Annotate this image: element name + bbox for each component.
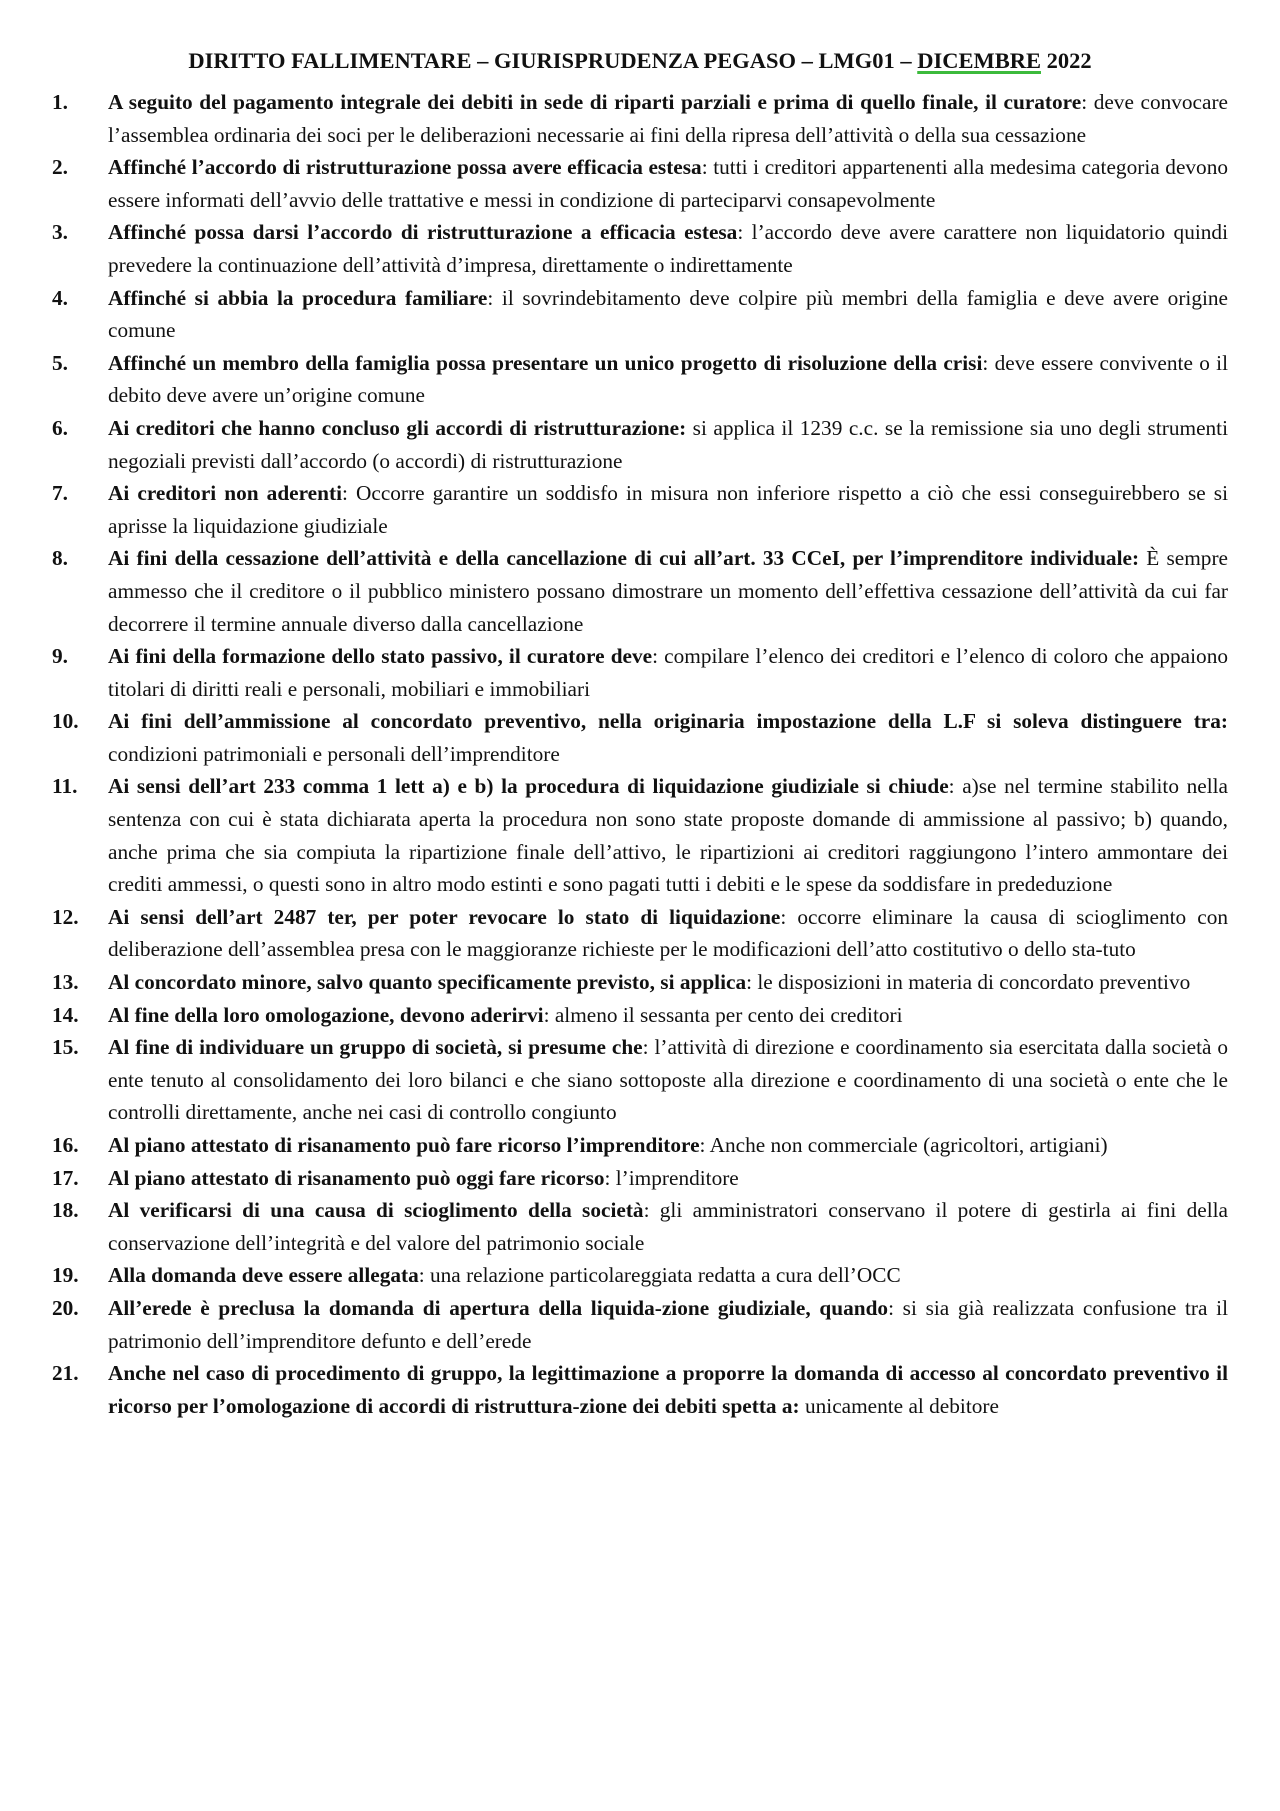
item-question: Ai fini della cessazione dell’attività e della cancellazione di cui all’art. 33 CCeI, per l’imprenditore individuale: [108,546,1140,571]
item-answer: : una relazione particolareggiata redatta a cura dell’OCC [418,1263,901,1288]
item-question: Alla domanda deve essere allegata [108,1263,419,1288]
item-answer: È sempre ammesso che il creditore o il pubblico ministero possano dimostrare un momento dell’effettiva cessazione dell’attività da cui far decorrere il termine annuale diverso dalla cancellazione [108,546,1228,636]
item-answer: : tutti i creditori appartenenti alla medesima categoria devono essere informati dell’avvio delle trattative e messi in condizione di parteciparvi consapevolmente [108,155,1228,212]
item-text [108,999,1228,1032]
list-item [52,477,1228,542]
item-text [108,216,1228,281]
item-answer: unicamente al debitore [799,1393,999,1418]
item-text [108,1357,1228,1422]
list-item [52,1194,1228,1259]
list-item [52,770,1228,900]
item-question: Al piano attestato di risanamento può oggi fare ricorso [108,1165,605,1190]
list-item [52,999,1228,1032]
item-question: Al piano attestato di risanamento può fare ricorso l’imprenditore [108,1133,700,1157]
item-number: 9. [52,644,68,669]
item-answer: : Anche non commerciale (agricoltori, artigiani) [699,1133,1108,1157]
item-text [108,542,1228,640]
list-item [52,216,1228,281]
item-answer: : Occorre garantire un soddisfo in misura non inferiore rispetto a ciò che essi conseguirebbero se si aprisse la liquidazione giudiziale [108,481,1228,538]
item-answer: : occorre eliminare la causa di scioglimento con deliberazione dell’assemblea presa con le maggioranze richieste per le modificazioni dell’atto costitutivo o dello sta-tuto [108,904,1228,962]
item-question: Affinché l’accordo di ristrutturazione possa avere efficacia estesa [108,155,702,180]
item-question: Ai fini dell’ammissione al concordato preventivo, nella originaria impostazione della L.F si soleva distinguere tra: [108,709,1228,734]
item-answer: si applica il 1239 c.c. se la remissione sia uno degli strumenti negoziali previsti dall’accordo (o accordi) di ristrutturazione [108,415,1229,473]
item-question: Ai sensi dell’art 233 comma 1 lett a) e b) la procedura di liquidazione giudiziale si chiude [108,774,949,799]
item-answer: : gli amministratori conservano il potere di gestirla ai fini della conservazione dell’integrità e del valore del patrimonio sociale [108,1198,1228,1255]
item-number: 16. [52,1133,79,1157]
item-number: 10. [52,709,79,734]
item-number: 17. [52,1165,79,1190]
item-number: 15. [52,1035,79,1060]
item-answer: : le disposizioni in materia di concordato preventivo [746,970,1191,995]
item-number: 6. [52,415,68,440]
item-number: 20. [52,1295,79,1320]
item-question: Affinché un membro della famiglia possa presentare un unico progetto di risoluzione della crisi [108,350,983,375]
item-answer: condizioni patrimoniali e personali dell’imprenditore [108,741,560,766]
item-number: 8. [52,546,68,571]
item-text [108,282,1228,347]
list-item [52,640,1228,705]
item-answer: : si sia già realizzata confusione tra il patrimonio dell’imprenditore defunto e dell’erede [108,1295,1228,1353]
item-answer: : l’attività di direzione e coordinamento sia esercitata dalla società o ente tenuto al consolidamento dei loro bilanci e che siano sottoposte alla direzione e coordinamento di una società o ente che le controlli direttamente, anche nei casi di controllo congiunto [108,1035,1228,1125]
item-answer: : a)se nel termine stabilito nella sentenza con cui è stata dichiarata aperta la procedura non sono state proposte domande di ammissione al passivo; b) quando, anche prima che sia compiuta la ripartizione finale dell’attivo, le ripartizioni ai creditori raggiungono l’intero ammontare dei crediti ammessi, o questi sono in altro modo estinti e sono pagati tutti i debiti e le spese da soddisfare in prededuzione [108,774,1228,897]
item-number: 5. [52,350,68,375]
item-number: 18. [52,1198,79,1223]
item-question: Ai fini della formazione dello stato passivo, il curatore deve [108,644,653,669]
list-item [52,1259,1228,1292]
list-item [52,1357,1228,1422]
item-question: Anche nel caso di procedimento di gruppo, la legittimazione a proporre la domanda di accesso al concordato preventivo il ricorso per l’omologazione di accordi di ristruttura-zione dei debiti spetta a: [108,1361,1228,1418]
item-answer: : deve convocare l’assemblea ordinaria dei soci per le deliberazioni necessarie ai fini della ripresa dell’attività o della sua cessazione [108,90,1229,147]
item-text [108,966,1228,999]
qa-list [52,86,1228,1422]
item-question: Affinché si abbia la procedura familiare [108,285,488,310]
item-text [108,1194,1228,1259]
title-highlight: DICEMBRE [917,48,1041,73]
list-item [52,1129,1228,1162]
item-question: Affinché possa darsi l’accordo di ristrutturazione a efficacia estesa [108,220,738,245]
item-text [108,640,1228,705]
item-text [108,1292,1228,1357]
item-text [108,770,1228,900]
list-item [52,412,1228,477]
item-text [108,347,1228,412]
item-number: 11. [52,774,78,799]
item-number: 7. [52,481,68,506]
item-number: 2. [52,155,68,180]
item-answer: : l’accordo deve avere carattere non liquidatorio quindi prevedere la continuazione dell’attività d’impresa, direttamente o indirettamente [108,220,1228,277]
title-prefix: DIRITTO FALLIMENTARE – GIURISPRUDENZA PEGASO – LMG01 – [188,48,918,73]
item-question: A seguito del pagamento integrale dei debiti in sede di riparti parziali e prima di quello finale, il curatore [108,90,1082,114]
list-item [52,542,1228,640]
list-item [52,966,1228,999]
item-question: Al concordato minore, salvo quanto specificamente previsto, si applica [108,970,747,995]
item-number: 1. [52,90,68,114]
item-answer: : deve essere convivente o il debito deve avere un’origine comune [108,350,1229,408]
item-number: 13. [52,970,79,995]
item-number: 19. [52,1263,79,1288]
item-answer: : l’imprenditore [604,1165,739,1190]
list-item [52,1031,1228,1129]
item-text [108,151,1228,216]
item-text [108,1129,1228,1162]
list-item [52,1292,1228,1357]
document-title [52,46,1228,76]
list-item [52,282,1228,347]
item-answer: : il sovrindebitamento deve colpire più membri della famiglia e deve avere origine comune [108,285,1228,343]
item-question: Al fine di individuare un gruppo di società, si presume che [108,1035,643,1060]
item-answer: : almeno il sessanta per cento dei creditori [543,1002,903,1027]
list-item [52,86,1228,151]
item-question: Ai creditori che hanno concluso gli accordi di ristrutturazione: [108,415,687,440]
item-number: 21. [52,1361,79,1386]
list-item [52,1162,1228,1195]
item-question: Al fine della loro omologazione, devono aderirvi [108,1002,544,1027]
item-text [108,1259,1228,1292]
list-item [52,705,1228,770]
list-item [52,347,1228,412]
item-answer: : compilare l’elenco dei creditori e l’elenco di coloro che appaiono titolari di diritti reali e personali, mobiliari e immobiliari [108,644,1228,701]
list-item [52,901,1228,966]
item-number: 12. [52,904,79,929]
list-item [52,151,1228,216]
item-number: 14. [52,1002,79,1027]
item-question: Al verificarsi di una causa di scioglimento della società [108,1198,644,1223]
item-text [108,412,1228,477]
item-text [108,477,1228,542]
item-text [108,901,1228,966]
item-number: 3. [52,220,68,245]
item-text [108,1162,1228,1195]
item-question: Ai sensi dell’art 2487 ter, per poter revocare lo stato di liquidazione [108,904,781,929]
title-suffix: 2022 [1041,48,1092,73]
item-text [108,705,1228,770]
item-text [108,86,1228,151]
item-question: Ai creditori non aderenti [108,481,342,506]
item-text [108,1031,1228,1129]
item-number: 4. [52,285,68,310]
item-question: All’erede è preclusa la domanda di apertura della liquida-zione giudiziale, quando [108,1295,889,1320]
